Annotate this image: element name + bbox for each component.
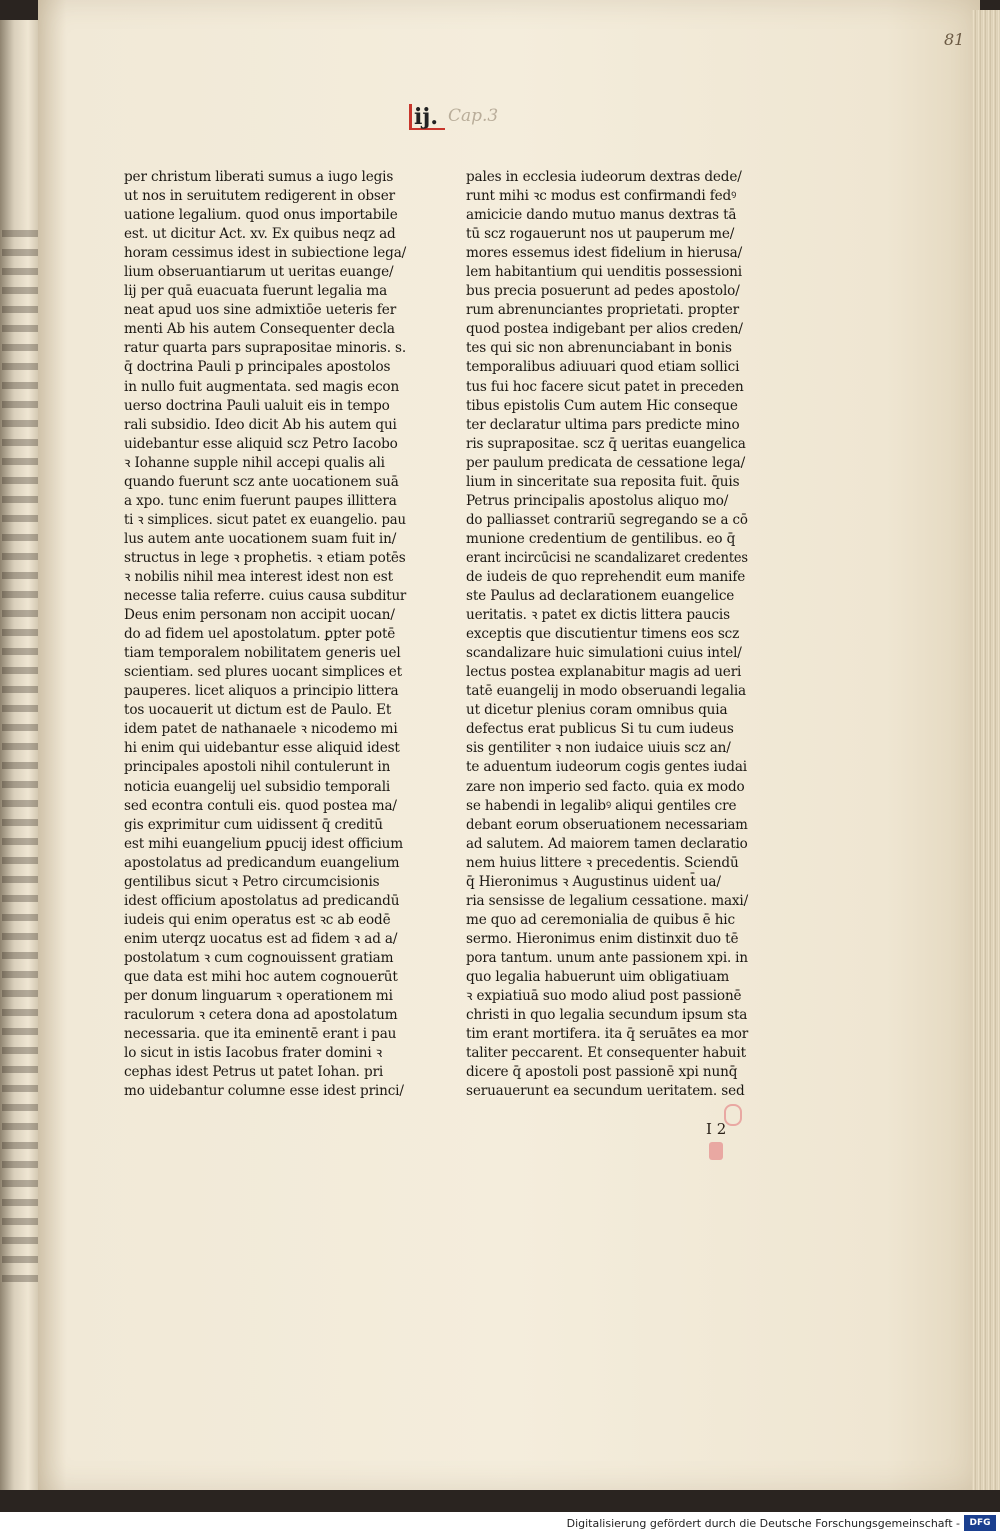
text-line: tibus epistolis Cum autem Hic conseque bbox=[466, 397, 738, 414]
red-library-stamp bbox=[709, 1142, 723, 1160]
text-line: a xpo. tunc enim fuerunt paupes illittera bbox=[124, 492, 397, 509]
text-line: est. ut dicitur Act. xv. Ex quibus neqz ad bbox=[124, 226, 396, 243]
text-line: idest officium apostolatus ad predicandū bbox=[124, 892, 400, 909]
text-line: ter declaratur ultima pars predicte mino bbox=[466, 416, 740, 433]
text-line: ti ꝛ simplices. sicut patet ex euangelio. pau bbox=[124, 511, 406, 528]
text-line: bus precia posuerunt ad pedes apostolo/ bbox=[466, 283, 740, 300]
text-line: iudeis qui enim operatus est ꝛc ab eodē bbox=[124, 911, 391, 928]
text-line: ad salutem. Ad maiorem tamen declaratio bbox=[466, 835, 748, 852]
text-line: q̄ Hieronimus ꝛ Augustinus uident̄ ua/ bbox=[466, 873, 721, 890]
text-line: tū scz rogauerunt nos ut pauperum me/ bbox=[466, 226, 735, 243]
text-line: exceptis que discutientur timens eos scz bbox=[466, 626, 740, 643]
text-line: rum abrenunciantes proprietati. propter bbox=[466, 302, 739, 319]
text-line: ratur quarta pars suprapositae minoris. s. bbox=[124, 340, 407, 357]
text-line: pora tantum. unum ante passionem xpi. in bbox=[466, 949, 748, 966]
text-line: dicere q̄ apostoli post passionē xpi nunq̄ bbox=[466, 1064, 738, 1081]
header-signature: ij. bbox=[414, 104, 438, 130]
facing-page-edge bbox=[0, 20, 40, 1490]
text-line: ꝛ nobilis nihil mea interest idest non est bbox=[124, 568, 393, 585]
text-line: tes qui sic non abrenunciabant in bonis bbox=[466, 340, 732, 357]
text-line: postolatum ꝛ cum cognouissent gratiam bbox=[124, 949, 394, 966]
text-line: tiam temporalem nobilitatem generis uel bbox=[124, 645, 401, 662]
text-line: sed econtra contuli eis. quod postea ma/ bbox=[124, 797, 397, 814]
text-line: uatione legalium. quod onus importabile bbox=[124, 207, 398, 224]
text-line: mores essemus idest fidelium in hierusa/ bbox=[466, 245, 743, 262]
text-line: runt mihi ꝛc modus est confirmandi fedꝰ bbox=[466, 188, 737, 205]
text-line: ris suprapositae. scz q̄ ueritas euangelica bbox=[466, 435, 746, 452]
bottom-signature: I 2 bbox=[706, 1120, 727, 1138]
funding-notice: Digitalisierung gefördert durch die Deutsche Forschungsgemeinschaft - bbox=[566, 1517, 960, 1530]
text-line: mo uidebantur columne esse idest princi/ bbox=[124, 1083, 404, 1100]
text-line: cephas idest Petrus ut patet Iohan. pri bbox=[124, 1064, 384, 1081]
text-line: defectus erat publicus Si tu cum iudeus bbox=[466, 721, 734, 738]
text-line: lium in sinceritate sua reposita fuit. q̄uis bbox=[466, 473, 740, 490]
text-line: ria sensisse de legalium cessatione. maxi/ bbox=[466, 892, 749, 909]
text-line: per christum liberati sumus a iugo legis bbox=[124, 169, 394, 185]
text-line: horam cessimus idest in subiectione lega/ bbox=[124, 245, 407, 262]
text-line: noticia euangelij uel subsidio temporali bbox=[124, 778, 391, 795]
rubric-mark bbox=[409, 104, 412, 130]
left-text-column bbox=[124, 168, 406, 1101]
text-line: q̄ doctrina Pauli p principales apostolos bbox=[124, 359, 391, 376]
text-line: idem patet de nathanaele ꝛ nicodemo mi bbox=[124, 721, 398, 738]
text-line: debant eorum obseruationem necessariam bbox=[466, 816, 748, 833]
text-line: raculorum ꝛ cetera dona ad apostolatum bbox=[124, 1007, 398, 1024]
text-line: hi enim qui uidebantur esse aliquid idest bbox=[124, 740, 400, 757]
text-line: lium obseruantiarum ut ueritas euange/ bbox=[124, 264, 394, 281]
text-line: apostolatus ad predicandum euangelium bbox=[124, 854, 400, 871]
text-line: tus fui hoc facere sicut patet in preceden bbox=[466, 378, 744, 395]
text-line: est mihi euangelium ꝑpucij idest officium bbox=[124, 835, 404, 852]
facing-page-text-bleed bbox=[2, 230, 38, 1290]
text-line: tos uocauerit ut dictum est de Paulo. Et bbox=[124, 702, 392, 719]
text-line: uerso doctrina Pauli ualuit eis in tempo bbox=[124, 397, 390, 414]
text-line: de iudeis de quo reprehendit eum manife bbox=[466, 568, 746, 585]
folio-number: 81 bbox=[944, 30, 965, 49]
dfg-logo: DFG bbox=[964, 1515, 996, 1531]
text-line: per donum linguarum ꝛ operationem mi bbox=[124, 988, 393, 1005]
text-line: sermo. Hieronimus enim distinxit duo tē bbox=[466, 930, 739, 947]
text-line: erant incircūcisi ne scandalizaret credentes bbox=[466, 549, 748, 566]
text-line: se habendi in legalibꝰ aliqui gentiles cre bbox=[466, 797, 737, 814]
text-line: rali subsidio. Ideo dicit Ab his autem qui bbox=[124, 416, 397, 433]
text-line: pales in ecclesia iudeorum dextras dede/ bbox=[466, 169, 742, 185]
text-line: menti Ab his autem Consequenter decla bbox=[124, 321, 395, 338]
text-line: nem huius littere ꝛ precedentis. Sciendū bbox=[466, 854, 739, 871]
text-line: do palliasset contrariū segregando se a cō bbox=[466, 511, 748, 528]
page-stack-edges bbox=[972, 10, 1000, 1490]
text-line: ꝛ expiatiuā suo modo aliud post passionē bbox=[466, 988, 742, 1005]
text-line: seruauerunt ea secundum ueritatem. sed bbox=[466, 1083, 745, 1100]
text-line: necesse talia referre. cuius causa subditur bbox=[124, 588, 407, 605]
text-line: structus in lege ꝛ prophetis. ꝛ etiam potēs bbox=[124, 549, 406, 566]
right-text-column bbox=[466, 168, 748, 1101]
red-stamp-mark bbox=[724, 1104, 742, 1126]
text-line: quo legalia habuerunt uim obligatiuam bbox=[466, 968, 730, 985]
text-line: per paulum predicata de cessatione lega/ bbox=[466, 454, 746, 471]
text-line: quando fuerunt scz ante uocationem suā bbox=[124, 473, 399, 490]
text-line: ueritatis. ꝛ patet ex dictis littera paucis bbox=[466, 607, 730, 624]
text-line: gentilibus sicut ꝛ Petro circumcisionis bbox=[124, 873, 380, 890]
text-line: necessaria. que ita eminentē erant i pau bbox=[124, 1026, 397, 1043]
text-line: ut nos in seruitutem redigerent in obser bbox=[124, 188, 396, 205]
text-line: tim erant mortifera. ita q̄ seruātes ea mor bbox=[466, 1026, 749, 1043]
text-line: lem habitantium qui uenditis possessioni bbox=[466, 264, 742, 281]
text-line: te aduentum iudeorum cogis gentes iudai bbox=[466, 759, 747, 776]
text-line: enim uterqz uocatus est ad fidem ꝛ ad a/ bbox=[124, 930, 398, 947]
text-line: principales apostoli nihil contulerunt in bbox=[124, 759, 391, 776]
text-line: sis gentiliter ꝛ non iudaice uiuis scz an/ bbox=[466, 740, 731, 757]
text-line: Petrus principalis apostolus aliquo mo/ bbox=[466, 492, 729, 509]
text-line: zare non imperio sed facto. quia ex modo bbox=[466, 778, 745, 795]
text-line: scientiam. sed plures uocant simplices et bbox=[124, 664, 402, 681]
text-line: neat apud uos sine admixtiōe ueteris fer bbox=[124, 302, 397, 319]
text-line: taliter peccarent. Et consequenter habuit bbox=[466, 1045, 746, 1062]
text-line: munione credentium de gentilibus. eo q̄ bbox=[466, 530, 736, 547]
text-line: do ad fidem uel apostolatum. ꝑpter potē bbox=[124, 626, 396, 643]
text-line: uidebantur esse aliquid scz Petro Iacobo bbox=[124, 435, 398, 452]
text-line: gis exprimitur cum uidissent q̄ creditū bbox=[124, 816, 383, 833]
text-line: lo sicut in istis Iacobus frater domini ꝛ bbox=[124, 1045, 383, 1062]
text-line: lij per quā euacuata fuerunt legalia ma bbox=[124, 283, 388, 300]
text-line: tatē euangelij in modo obseruandi legalia bbox=[466, 683, 746, 700]
text-line: lectus postea explanabitur magis ad ueri bbox=[466, 664, 742, 681]
text-line: que data est mihi hoc autem cognouerūt bbox=[124, 968, 398, 985]
text-line: quod postea indigebant per alios creden/ bbox=[466, 321, 743, 338]
text-line: pauperes. licet aliquos a principio littera bbox=[124, 683, 399, 700]
text-line: me quo ad ceremonialia de quibus ē hic bbox=[466, 911, 735, 928]
header-faint-note: Cap.3 bbox=[448, 106, 499, 126]
text-line: lus autem ante uocationem suam fuit in/ bbox=[124, 530, 397, 547]
text-line: ꝛ Iohanne supple nihil accepi qualis ali bbox=[124, 454, 385, 471]
text-line: christi in quo legalia secundum ipsum sta bbox=[466, 1007, 748, 1024]
text-line: scandalizare huic simulationi cuius intel/ bbox=[466, 645, 742, 662]
text-line: temporalibus adiuuari quod etiam sollici bbox=[466, 359, 740, 376]
text-line: in nullo fuit augmentata. sed magis econ bbox=[124, 378, 400, 395]
text-line: Deus enim personam non accipit uocan/ bbox=[124, 607, 395, 624]
text-line: ste Paulus ad declarationem euangelice bbox=[466, 588, 735, 605]
text-line: amicicie dando mutuo manus dextras tā bbox=[466, 207, 737, 224]
text-line: ut dicetur plenius coram omnibus quia bbox=[466, 702, 728, 719]
